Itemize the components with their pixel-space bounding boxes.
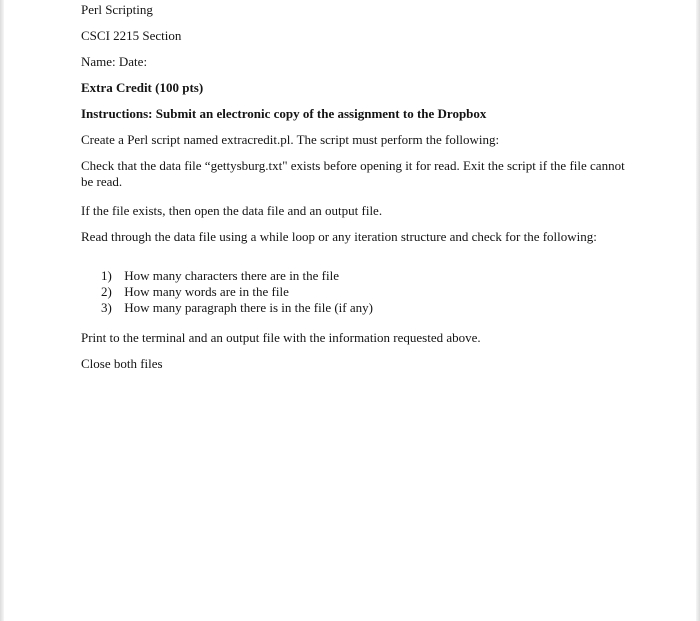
name-date-line: Name: Date: (81, 54, 148, 69)
requirements-list (101, 268, 373, 316)
instructions-line: Instructions: Submit an electronic copy of the assignment to the Dropbox (81, 106, 487, 121)
assignment-title: Extra Credit (100 pts) (81, 80, 204, 95)
list-item-text: How many paragraph there is in the file (if any) (124, 300, 373, 315)
list-item-number: 1) (101, 268, 112, 283)
list-item (101, 300, 373, 316)
open-files-paragraph: If the file exists, then open the data file and an output file. (81, 203, 383, 218)
list-item (101, 268, 373, 284)
list-item-number: 3) (101, 300, 112, 315)
list-item-number: 2) (101, 284, 112, 299)
list-item-text: How many characters there are in the file (124, 268, 340, 283)
list-item-text: How many words are in the file (124, 284, 289, 299)
list-item (101, 284, 373, 300)
close-files-paragraph: Close both files (81, 356, 163, 371)
page-left-edge (0, 0, 4, 621)
course-title: Perl Scripting (81, 2, 153, 17)
course-section: CSCI 2215 Section (81, 28, 182, 43)
page-right-edge (696, 0, 700, 621)
read-through-paragraph: Read through the data file using a while loop or any iteration structure and check for the following: (81, 229, 597, 244)
print-output-paragraph: Print to the terminal and an output file with the information requested above. (81, 330, 481, 345)
check-file-paragraph: Check that the data file “gettysburg.txt" exists before opening it for read. Exit the script if the file cannot be read. (81, 158, 625, 189)
task-intro: Create a Perl script named extracredit.pl. The script must perform the following: (81, 132, 500, 147)
